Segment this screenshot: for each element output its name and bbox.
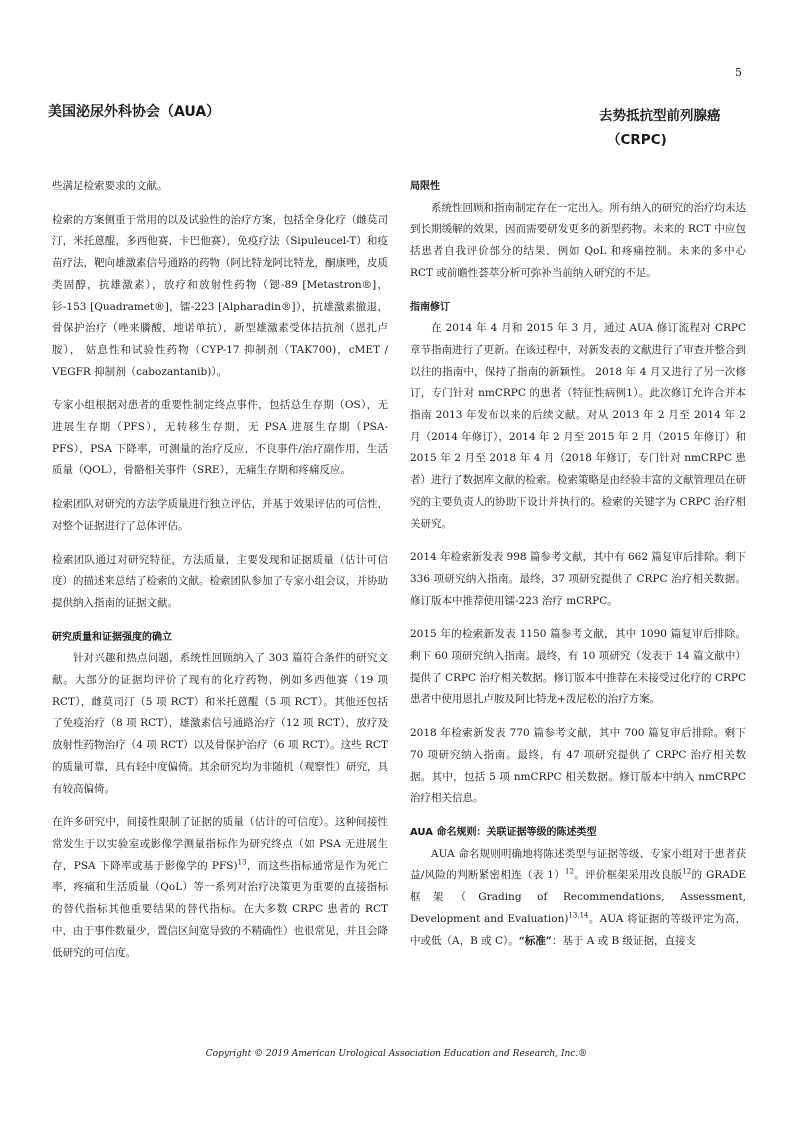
paragraph: 检索团队对研究的方法学质量进行独立评估，并基于效果评估的可信性，对整个证据进行了总体评估。 (52, 498, 388, 532)
citation-superscript: 13,14 (568, 911, 589, 920)
bold-term: “标准” (518, 934, 552, 947)
right-column (410, 176, 746, 964)
paragraph: 些满足检索要求的文献。 (52, 180, 168, 192)
section-heading: 局限性 (410, 181, 440, 192)
paragraph: AUA 命名规则明确地将陈述类型与证据等级、专家小组对于患者获益/风险的判断紧密相连（表 1）$^{12}$。评价框架采用改良版$^{12}$的 GRADE 框架（Grading of Recommendations, Assessment, Development and Evaluation)$^{13,14}$。AUA 将证据的等级评定为高，中或低（A，B 或 C）。“标准”：基于 A 或 B 级证据，直接支 (410, 847, 746, 947)
citation-superscript: 12 (565, 867, 574, 876)
paragraph: 2018 年检索新发表 770 篇参考文献，其中 700 篇复审后排除。剩下 70 项研究纳入指南。最终，有 47 项研究提供了 CRPC 治疗相关数据。其中，包括 5 项 nmCRPC 相关数据。修订版本中纳入 nmCRPC 治疗相关信息。 (410, 727, 746, 805)
title-line-1: 去势抵抗型前列腺癌 (599, 108, 721, 124)
page-number: 5 (735, 66, 742, 79)
paragraph: 检索的方案侧重于常用的以及试验性的治疗方案，包括全身化疗（雌莫司汀，米托蒽醌，多西他赛，卡巴他赛），免疫疗法（Sipuleucel-T）和疫苗疗法，靶向雄激素信号通路的药物（阿比特龙阿比特龙，酮康唑，皮质类固醇，抗雄激素），放疗和放射性药物（锶-89 [Metastron®]，钐-153 [Quadramet®]，镭-223 [Alpharadin®]），抗雄激素撤退，骨保护治疗（唑来膦酸，地诺单抗），新型雄激素受体拮抗剂（恩扎卢胺）， 姑息性和试验性药物（CYP-17 抑制剂（TAK700)，cMET / VEGFR 抑制剂（cabozantanib)）。 (52, 213, 388, 378)
paragraph: 专家小组根据对患者的重要性制定终点事件，包括总生存期（OS），无进展生存期（PFS），无转移生存期，无 PSA 进展生存期（PSA-PFS），PSA 下降率，可测量的治疗反应，不良事件/治疗副作用，生活质量（QOL），骨骼相关事件（SRE），无痛生存期和疼痛反应。 (52, 399, 388, 477)
citation-superscript: 12 (682, 867, 692, 876)
paragraph: 2014 年检索新发表 998 篇参考文献，其中有 662 篇复审后排除。剩下 336 项研究纳入指南。最终，37 项研究提供了 CRPC 治疗相关数据。修订版本中推荐使用镭-223 治疗 mCRPC。 (410, 551, 746, 607)
paragraph: 2015 年的检索新发表 1150 篇参考文献，其中 1090 篇复审后排除。剩下 60 项研究纳入指南。最终，有 10 项研究（发表于 14 篇文献中）提供了 CRPC 治疗相关数据。修订版本中推荐在未接受过化疗的 CRPC 患者中使用恩扎卢胺及阿比特龙+泼尼松的治疗方案。 (410, 628, 746, 706)
organization-header: 美国泌尿外科协会（AUA） (48, 104, 221, 120)
title-line-2: （CRPC) (607, 132, 667, 148)
section-heading: 指南修订 (410, 301, 450, 313)
paragraph: 系统性回顾和指南制定存在一定出入。所有纳入的研究的治疗均未达到长期缓解的效果，因而需要研发更多的新型药物。未来的 RCT 中应包括患者自我评价部分的结果，例如 QoL 和疼痛控制。未来的多中心 RCT 或前瞻性荟萃分析可弥补当前纳入研究的不足。 (410, 201, 746, 279)
paragraph: 在 2014 年 4 月和 2015 年 3 月，通过 AUA 修订流程对 CRPC 章节指南进行了更新。在该过程中，对新发表的文献进行了审查并整合到以往的指南中，保持了指南的新颖性。 2018 年 4 月又进行了另一次修订，专门针对 nmCRPC 的患者（特征性病例1）。此次修订允许合并本指南 2013 年发布以来的后续文献。对从 2013 年 2 月至 2014 年 2 月（2014 年修订），2014 年 2 月至 2015 年 2 月（2015 年修订）和 2015 年 2 月至 2018 年 4 月（2018 年修订，专门针对 nmCRPC 患者）进行了数据库文献的检索。检索策略是由经验丰富的文献管理员在研究的主要负责人的协助下设计并执行的。检索的关键字为 CRPC 治疗相关研究。 (410, 322, 746, 530)
copyright-footer: Copyright © 2019 American Urological Association Education and Research, Inc.® (205, 1049, 588, 1059)
paragraph: 针对兴趣和热点问题，系统性回顾纳入了 303 篇符合条件的研究文献。大部分的证据均评价了现有的化疗药物，例如多西他赛（19 项 RCT），雌莫司汀（5 项 RCT）和米托蒽醌（5 项 RCT）。其他还包括了免疫治疗（8 项 RCT），雄激素信号通路治疗（12 项 RCT），放疗及放射性药物治疗（4 项 RCT）以及骨保护治疗（6 项 RCT）。这些 RCT 的质量可靠，具有轻中度偏倚。其余研究均为非随机（观察性）研究，具有较高偏倚。 (52, 652, 388, 795)
paragraph: 在许多研究中，间接性限制了证据的质量（估计的可信度）。这种间接性常发生于以实验室或影像学测量指标作为研究终点（如 PSA 无进展生存，PSA 下降率或基于影像学的 PFS)$^{13}$，而这些指标通常是作为死亡率，疼痛和生活质量（QoL）等一系列对治疗决策更为重要的直接指标的替代指标其他重要结果的替代指标。在大多数 CRPC 患者的 RCT 中，由于事件数量少，置信区间宽导致的不精确性）也很常见，并且会降低研究的可信度。 (52, 816, 389, 959)
left-column (52, 176, 388, 976)
document-title-header (599, 104, 749, 152)
citation-superscript: 13 (237, 858, 247, 867)
section-heading: AUA 命名规则：关联证据等级的陈述类型 (410, 826, 597, 838)
section-heading: 研究质量和证据强度的确立 (52, 631, 172, 643)
paragraph: 检索团队通过对研究特征，方法质量，主要发现和证据质量（估计可信度）的描述来总结了检索的文献。检索团队参加了专家小组会议，并协助提供纳入指南的证据文献。 (52, 553, 388, 609)
